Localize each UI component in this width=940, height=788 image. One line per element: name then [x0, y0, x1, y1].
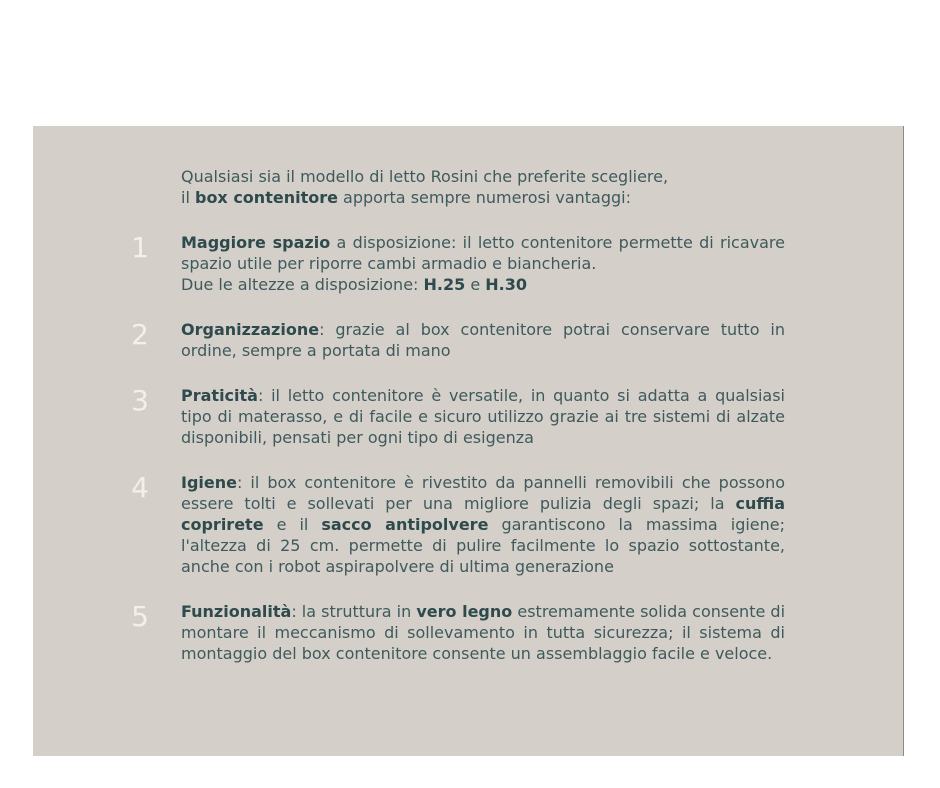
point-2	[131, 318, 785, 361]
content-panel	[33, 126, 904, 756]
point-body-2: : grazie al box contenitore potrai conservare tutto in ordine, sempre a portata di mano	[181, 320, 785, 360]
point-body-3: : il letto contenitore è versatile, in quanto si adatta a qualsiasi tipo di materasso, e di facile e sicuro utilizzo grazie ai tre sistemi di alzate disponibili, pensati per ogni tipo di esigenza	[181, 386, 785, 447]
point-text-3	[181, 385, 785, 448]
intro-line1: Qualsiasi sia il modello di letto Rosini che preferite scegliere,	[181, 167, 669, 186]
point-body-4c: garantiscono la massima igiene; l'altezza di 25 cm. permette di pulire facilmente lo spazio sottostante, anche con i robot aspirapolvere di ultima generazione	[181, 515, 786, 576]
intro-pre: il	[181, 188, 195, 207]
point-text-2	[181, 319, 785, 361]
point-number-5: 5	[131, 600, 149, 633]
intro-paragraph	[181, 166, 785, 208]
point-text-4	[181, 472, 785, 577]
point-body-5b: estremamente solida consente di montare il meccanismo di sollevamento in tutta sicurezza; il sistema di montaggio del box contenitore consente un assemblaggio facile e veloce.	[181, 602, 786, 663]
height-and: e	[465, 275, 486, 294]
point-title-5: Funzionalità	[181, 602, 292, 621]
point-number-3: 3	[131, 384, 149, 417]
height-h30: H.30	[485, 275, 527, 294]
point-4	[131, 471, 786, 577]
point-title-2: Organizzazione	[181, 320, 320, 339]
point-text-1	[181, 232, 785, 295]
point-number-4: 4	[131, 471, 149, 504]
point-number-2: 2	[131, 318, 149, 351]
point-text-5	[181, 601, 785, 664]
point-5	[131, 600, 786, 664]
point-bold-5: vero legno	[416, 602, 513, 621]
text-block	[131, 166, 786, 688]
point-bold-4a: cuffia coprirete	[181, 494, 785, 534]
intro-post: apporta sempre numerosi vantaggi:	[337, 188, 631, 207]
point-body-4b: e il	[263, 515, 322, 534]
point-3	[131, 384, 785, 448]
point-title-1: Maggiore spazio	[181, 233, 331, 252]
point-bold-4b: sacco antipolvere	[321, 515, 489, 534]
point-number-1: 1	[131, 231, 149, 264]
point-title-3: Praticità	[181, 386, 258, 405]
point-heights-label: Due le altezze a disposizione:	[181, 275, 424, 294]
point-title-4: Igiene	[181, 473, 237, 492]
point-body-4a: : il box contenitore è rivestito da pannelli removibili che possono essere tolti e sollevati per una migliore pulizia degli spazi; la	[181, 473, 785, 513]
point-1	[131, 231, 785, 295]
point-body-5a: : la struttura in	[291, 602, 417, 621]
intro-bold: box contenitore	[194, 188, 338, 207]
height-h25: H.25	[423, 275, 466, 294]
point-body-1: a disposizione: il letto contenitore permette di ricavare spazio utile per riporre cambi armadio e biancheria.	[181, 233, 785, 273]
